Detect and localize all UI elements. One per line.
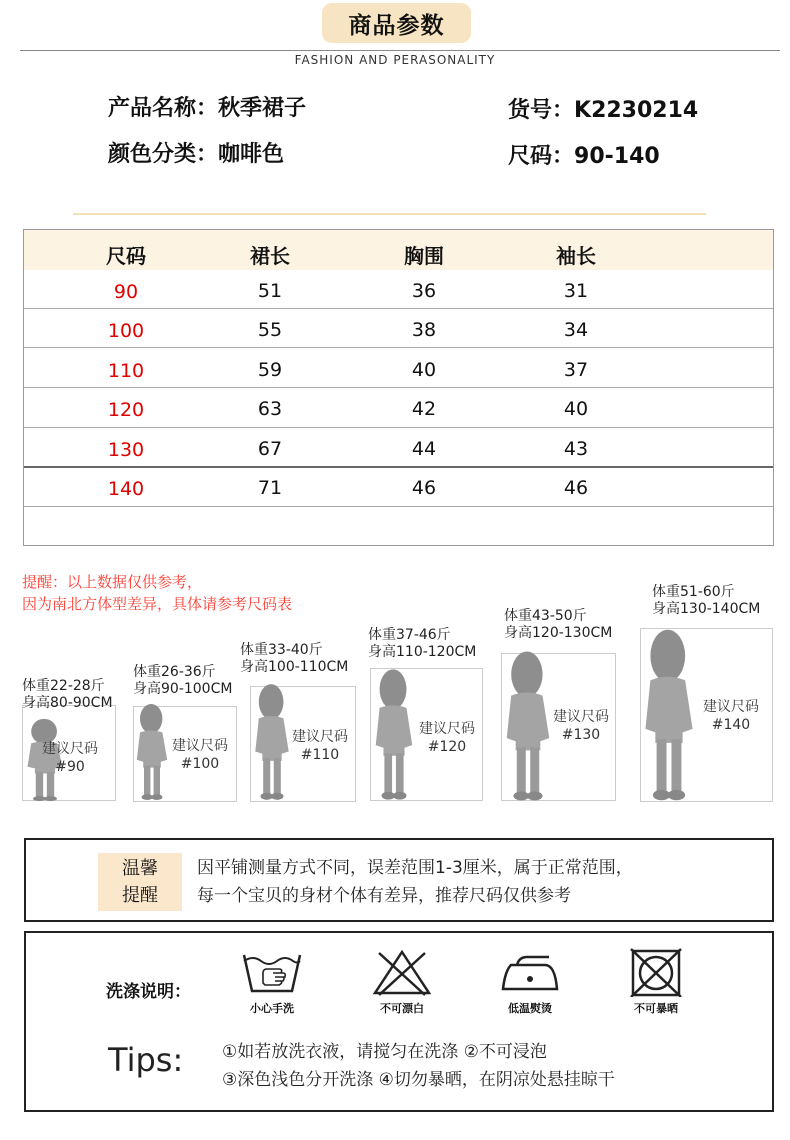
- reminder-line-2: 因为南北方体型差异，具体请参考尺码表: [22, 595, 293, 613]
- size-chart-body-info: [22, 678, 113, 712]
- row-divider: [24, 427, 773, 428]
- row-divider: [24, 347, 773, 348]
- table-cell-sleeve: 34: [563, 319, 589, 341]
- no-tumble-dry-icon: [623, 947, 689, 997]
- size-chart-height: 身高120-130CM: [504, 625, 613, 641]
- size-chart-body-info: [504, 608, 612, 642]
- size-chart-recommendation: [551, 708, 611, 744]
- table-header-size: 尺码: [106, 244, 146, 268]
- row-divider: [24, 506, 773, 507]
- size-chart-weight: 体重43-50斤: [504, 608, 587, 624]
- hand-wash-label: 小心手洗: [250, 1002, 294, 1015]
- table-cell-length: 51: [257, 280, 283, 302]
- product-name: [108, 91, 306, 122]
- product-color-value: 咖啡色: [218, 142, 285, 167]
- table-cell-chest: 42: [411, 398, 437, 420]
- product-sku: [508, 93, 698, 124]
- size-chart-rec-size: #90: [55, 759, 85, 775]
- tips-label: Tips:: [108, 1041, 184, 1079]
- table-cell-length: 59: [257, 359, 283, 381]
- size-chart-rec-size: #110: [300, 747, 340, 763]
- size-table: [23, 229, 774, 546]
- table-cell-size: 120: [107, 399, 145, 421]
- page-title: 商品参数: [322, 3, 471, 43]
- warm-tips-line-1: 因平铺测量方式不同，误差范围1-3厘米，属于正常范围，: [197, 858, 633, 878]
- wash-item-low-iron: [492, 947, 568, 1016]
- child-silhouette-icon: [250, 683, 294, 801]
- table-cell-chest: 46: [411, 477, 437, 499]
- row-divider: [24, 466, 773, 468]
- child-silhouette-icon: [370, 668, 418, 801]
- table-cell-sleeve: 43: [563, 438, 589, 460]
- wash-item-no-bleach: [364, 947, 440, 1016]
- no-bleach-label: 不可漂白: [380, 1002, 424, 1015]
- warm-tips-badge-line-2: 提醒: [122, 885, 158, 906]
- product-name-label: 产品名称：: [108, 96, 219, 121]
- table-cell-size: 130: [107, 439, 145, 461]
- child-silhouette-icon: [638, 628, 700, 802]
- table-header-chest: 胸围: [404, 244, 444, 268]
- table-header-sleeve: 袖长: [556, 244, 596, 268]
- table-cell-chest: 40: [411, 359, 437, 381]
- size-chart-height: 身高110-120CM: [368, 644, 477, 660]
- size-chart-rec-size: #140: [711, 717, 751, 733]
- warm-tips-text: [197, 854, 633, 910]
- product-color-label: 颜色分类：: [108, 142, 219, 167]
- size-chart-rec-label: 建议尺码: [172, 738, 228, 754]
- size-chart-recommendation: [290, 728, 350, 764]
- product-color: [108, 137, 284, 168]
- table-header-length: 裙长: [250, 244, 290, 268]
- warm-tips-badge: [98, 853, 182, 911]
- size-chart-weight: 体重26-36斤: [133, 664, 216, 680]
- size-chart-rec-label: 建议尺码: [42, 741, 98, 757]
- wash-item-no-tumble-dry: [618, 947, 694, 1016]
- product-sku-value: K2230214: [574, 98, 699, 123]
- size-chart-body-info: [240, 642, 348, 676]
- reminder-line-1: 提醒：以上数据仅供参考，: [22, 573, 203, 591]
- table-cell-chest: 38: [411, 319, 437, 341]
- warm-tips-badge-line-1: 温馨: [122, 858, 158, 879]
- low-iron-label: 低温熨烫: [508, 1002, 552, 1015]
- table-cell-size: 110: [107, 360, 145, 382]
- warm-tips-line-2: 每一个宝贝的身材个体有差异，推荐尺码仅供参考: [197, 886, 571, 906]
- tips-line-1: ①如若放洗衣液，请搅匀在洗涤 ②不可浸泡: [222, 1042, 547, 1062]
- header-divider: [20, 50, 780, 51]
- row-divider: [24, 387, 773, 388]
- page-subtitle: FASHION AND PERASONALITY: [294, 53, 496, 67]
- low-iron-icon: [497, 947, 563, 997]
- wash-item-hand-wash: [234, 947, 310, 1016]
- wash-instructions-box: [24, 931, 774, 1112]
- size-chart-weight: 体重33-40斤: [240, 642, 323, 658]
- product-name-value: 秋季裙子: [218, 96, 307, 121]
- size-chart-body-info: [133, 664, 232, 698]
- table-cell-length: 55: [257, 319, 283, 341]
- table-cell-sleeve: 37: [563, 359, 589, 381]
- table-cell-length: 67: [257, 438, 283, 460]
- size-chart-rec-size: #130: [561, 727, 601, 743]
- row-divider: [24, 308, 773, 309]
- size-chart-recommendation: [417, 720, 477, 756]
- size-chart-recommendation: [170, 737, 230, 773]
- table-cell-size: 100: [107, 320, 145, 342]
- table-cell-chest: 44: [411, 438, 437, 460]
- size-chart-body-info: [652, 584, 760, 618]
- no-bleach-icon: [369, 947, 435, 997]
- size-chart-height: 身高80-90CM: [22, 695, 113, 711]
- table-cell-chest: 36: [411, 280, 437, 302]
- size-chart-recommendation: [40, 740, 100, 776]
- size-chart-rec-size: #100: [180, 756, 220, 772]
- table-cell-sleeve: 40: [563, 398, 589, 420]
- info-divider: [73, 213, 706, 215]
- reminder-note: [22, 571, 292, 615]
- size-chart-body-info: [368, 627, 476, 661]
- size-chart-weight: 体重51-60斤: [652, 584, 735, 600]
- table-cell-length: 63: [257, 398, 283, 420]
- child-silhouette-icon: [132, 703, 172, 801]
- table-cell-sleeve: 46: [563, 477, 589, 499]
- product-size-label: 尺码：: [508, 144, 575, 169]
- size-chart-recommendation: [701, 698, 761, 734]
- child-silhouette-icon: [500, 650, 556, 802]
- product-size: [508, 139, 660, 170]
- table-cell-sleeve: 31: [563, 280, 589, 302]
- wash-title: 洗涤说明：: [106, 982, 191, 1002]
- hand-wash-icon: [239, 947, 305, 997]
- size-chart-rec-size: #120: [427, 739, 467, 755]
- size-chart-rec-label: 建议尺码: [292, 729, 348, 745]
- size-chart-rec-label: 建议尺码: [419, 721, 475, 737]
- no-tumble-dry-label: 不可暴晒: [634, 1002, 678, 1015]
- size-chart-weight: 体重22-28斤: [22, 678, 105, 694]
- product-size-value: 90-140: [574, 144, 660, 169]
- size-chart-rec-label: 建议尺码: [553, 709, 609, 725]
- size-chart-height: 身高90-100CM: [133, 681, 233, 697]
- warm-tips-box: [24, 838, 774, 922]
- size-chart-height: 身高100-110CM: [240, 659, 349, 675]
- table-cell-size: 140: [107, 478, 145, 500]
- product-sku-label: 货号：: [508, 98, 575, 123]
- table-cell-size: 90: [113, 281, 139, 303]
- size-chart-weight: 体重37-46斤: [368, 627, 451, 643]
- tips-line-2: ③深色浅色分开洗涤 ④切勿暴晒，在阴凉处悬挂晾干: [222, 1070, 615, 1090]
- size-chart-height: 身高130-140CM: [652, 601, 761, 617]
- table-cell-length: 71: [257, 477, 283, 499]
- size-chart-rec-label: 建议尺码: [703, 699, 759, 715]
